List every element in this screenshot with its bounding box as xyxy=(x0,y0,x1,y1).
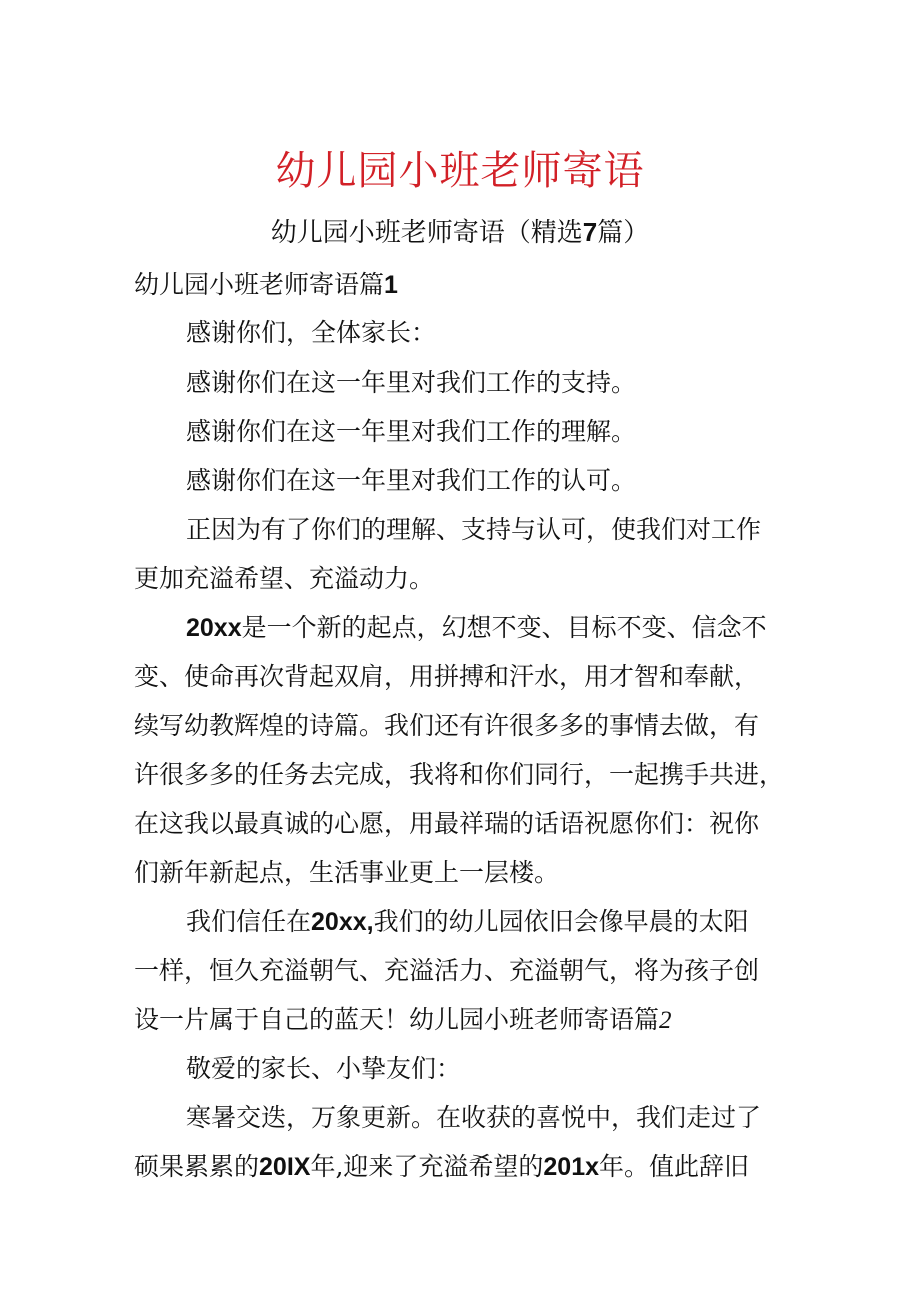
paragraph-line: 许很多多的任务去完成，我将和你们同行，一起携手共进， xyxy=(134,760,785,789)
year-number: 20xx xyxy=(186,614,242,642)
paragraph-text: 年,迎来了充溢希望的 xyxy=(310,1152,544,1181)
paragraph-line xyxy=(186,608,767,648)
paragraph-text: 年。值此辞旧 xyxy=(599,1152,750,1181)
section-heading-number: 2 xyxy=(659,1007,672,1034)
paragraph-text: 硕果累累的 xyxy=(134,1152,260,1181)
subtitle-text: 幼儿园小班老师寄语（精选 xyxy=(270,218,583,248)
document-subtitle xyxy=(0,212,920,253)
paragraph-line: 续写幼教辉煌的诗篇。我们还有许很多多的事情去做，有 xyxy=(134,711,760,740)
year-number: 20xx, xyxy=(311,908,374,936)
paragraph-line: 正因为有了你们的理解、支持与认可，使我们对工作 xyxy=(186,515,762,544)
paragraph-line xyxy=(134,1000,672,1041)
subtitle-suffix: 篇） xyxy=(597,218,650,248)
section-heading-text: 幼儿园小班老师寄语篇 xyxy=(134,270,385,299)
paragraph-line xyxy=(134,1147,749,1187)
paragraph-thanks-understanding: 感谢你们在这一年里对我们工作的理解。 xyxy=(186,417,637,446)
document-title: 幼儿园小班老师寄语 xyxy=(275,148,645,194)
paragraph-line: 变、使命再次背起双肩，用拼搏和汗水，用才智和奉献， xyxy=(134,662,760,691)
paragraph-line: 一样，恒久充溢朝气、充溢活力、充溢朝气，将为孩子创 xyxy=(134,956,760,985)
section-heading-number: 1 xyxy=(384,271,398,299)
paragraph-line: 寒暑交迭，万象更新。在收获的喜悦中，我们走过了 xyxy=(186,1103,762,1132)
paragraph-text: 我们的幼儿园依旧会像早晨的太阳 xyxy=(373,907,749,936)
year-number: 201x xyxy=(543,1153,600,1181)
paragraph-text: 我们信任在 xyxy=(186,907,312,936)
paragraph-thanks-support: 感谢你们在这一年里对我们工作的支持。 xyxy=(186,368,637,397)
paragraph-text: 是一个新的起点，幻想不变、目标不变、信念不 xyxy=(241,613,767,642)
paragraph-line xyxy=(186,902,749,942)
paragraph-greeting: 感谢你们，全体家长： xyxy=(186,318,437,347)
subtitle-count: 7 xyxy=(582,217,598,247)
paragraph-text: 设一片属于自己的蓝天！幼儿园小班老师寄语篇 xyxy=(134,1005,660,1034)
paragraph-greeting: 敬爱的家长、小挚友们： xyxy=(186,1054,462,1083)
paragraph-thanks-recognition: 感谢你们在这一年里对我们工作的认可。 xyxy=(186,466,637,495)
year-number: 20IX xyxy=(259,1153,311,1181)
section-heading-1 xyxy=(134,265,398,305)
paragraph-line: 在这我以最真诚的心愿，用最祥瑞的话语祝愿你们：祝你 xyxy=(134,809,760,838)
paragraph-line: 们新年新起点，生活事业更上一层楼。 xyxy=(134,858,560,887)
paragraph-line: 更加充溢希望、充溢动力。 xyxy=(134,564,435,593)
